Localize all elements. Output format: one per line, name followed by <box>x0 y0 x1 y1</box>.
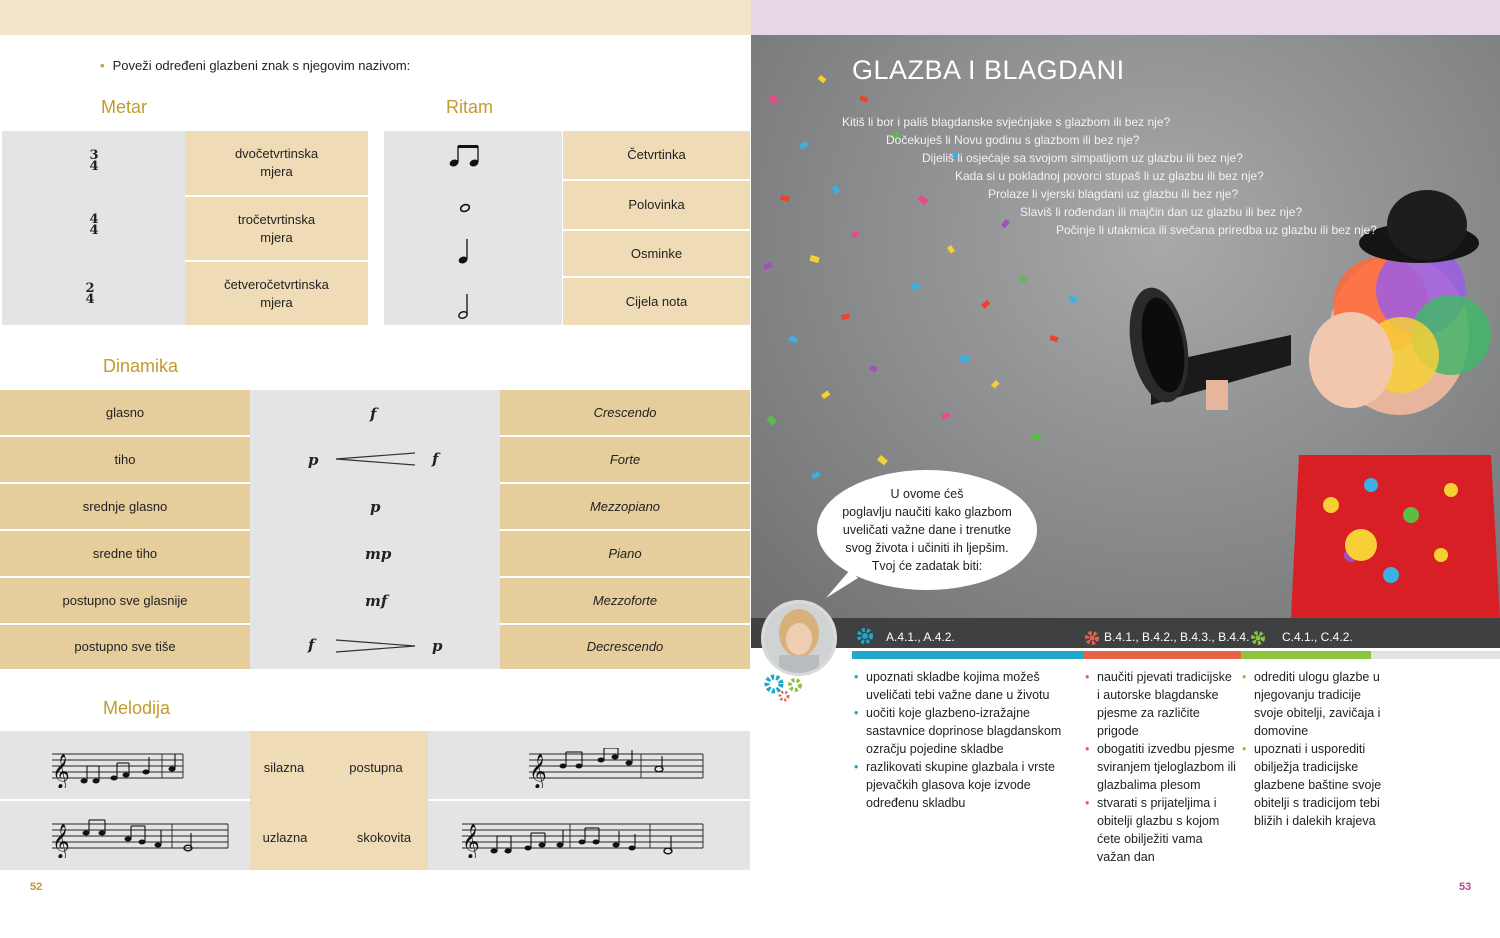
metar-name-cell[interactable]: četveročetvrtinska mjera <box>185 262 368 325</box>
whole-note-icon[interactable] <box>459 203 471 213</box>
dynamic-sign-mezzoforte[interactable]: mf <box>365 592 388 610</box>
instruction-text: Poveži određeni glazbeni znak s njegovim nazivom: <box>112 58 411 73</box>
music-staff-descending[interactable] <box>50 748 185 788</box>
decrescendo-hairpin-icon[interactable] <box>335 638 417 654</box>
outcome-stripe-a <box>852 651 1084 659</box>
dinamika-description-cell[interactable]: srednje glasno <box>0 484 250 529</box>
ritam-name-cell[interactable]: Osminke <box>563 231 750 276</box>
time-signature-4-4[interactable]: 4 4 <box>89 212 99 238</box>
teacher-portrait <box>764 603 834 673</box>
outcome-list-c <box>1254 668 1382 830</box>
outcome-item: • uočiti koje glazbeno-izražajne sastavnice doprinose blagdanskom ozračju pojedine skladbe <box>866 704 1078 758</box>
speech-bubble-tail <box>820 570 860 600</box>
ritam-title: Ritam <box>446 97 494 117</box>
dinamika-description-cell[interactable]: postupno sve glasnije <box>0 578 250 623</box>
music-staff-stepwise[interactable] <box>527 748 705 788</box>
gear-icon <box>1250 630 1266 646</box>
ritam-name-cell[interactable]: Četvrtinka <box>563 131 750 179</box>
bubble-line: poglavlju naučiti kako glazbom <box>842 505 1012 519</box>
outcome-code: B.4.1., B.4.2., B.4.3., B.4.4. <box>1104 630 1250 644</box>
dynamic-sign-piano[interactable]: p <box>308 451 319 469</box>
intro-question: Slaviš li rođendan ili majčin dan uz glazbu ili bez nje? <box>1020 205 1303 219</box>
gear-icon <box>856 627 874 645</box>
melodija-word[interactable]: postupna <box>349 760 403 775</box>
melodija-word[interactable]: uzlazna <box>262 830 308 845</box>
outcome-item: • upoznati skladbe kojima možeš uveličati tebi važne dane u životu <box>866 668 1078 704</box>
dynamic-sign-forte[interactable]: f <box>370 405 377 423</box>
dinamika-term-cell[interactable]: Decrescendo <box>500 625 750 669</box>
time-signature-3-4[interactable]: 3 4 <box>89 148 99 174</box>
svg-text:𝄞: 𝄞 <box>529 754 547 788</box>
melodija-word[interactable]: skokovita <box>356 830 412 845</box>
outcome-item: • upoznati i usporediti obilježja tradicijske glazbene baštine svoje obitelji s tradicijom tebi bližih i dalekih krajeva <box>1254 740 1382 830</box>
outcome-item: • odrediti ulogu glazbe u njegovanju tradicije svoje obitelji, zavičaja i domovine <box>1254 668 1382 740</box>
music-staff-leaping[interactable] <box>460 818 705 858</box>
music-staff-ascending[interactable] <box>50 818 230 858</box>
teacher-avatar <box>761 600 837 676</box>
melodija-words-column <box>250 731 428 870</box>
page-number-left: 52 <box>30 881 43 893</box>
dynamic-sign-piano[interactable]: p <box>370 498 381 516</box>
dinamika-description-cell[interactable]: sredne tiho <box>0 531 250 576</box>
metar-name-cell[interactable]: tročetvrtinska mjera <box>185 197 368 260</box>
metar-title: Metar <box>101 97 148 117</box>
ritam-name-cell[interactable]: Cijela nota <box>563 278 750 325</box>
intro-question: Dočekuješ li Novu godinu s glazbom ili bez nje? <box>886 133 1140 147</box>
bubble-line: U ovome ćeš <box>890 487 964 501</box>
outcome-item: • razlikovati skupine glazbala i vrste pjevačkih glasova koje izvode određenu skladbu <box>866 758 1078 812</box>
outcome-item: • stvarati s prijateljima i obitelji glazbu s kojom ćete obilježiti vama važan dan <box>1097 794 1237 866</box>
outcome-stripe-rest <box>1371 651 1500 659</box>
quarter-note-icon[interactable] <box>457 237 473 265</box>
outcome-stripe-c <box>1241 651 1371 659</box>
crescendo-hairpin-icon[interactable] <box>335 451 417 467</box>
dinamika-description-cell[interactable]: tiho <box>0 437 250 482</box>
dinamika-term-cell[interactable]: Forte <box>500 437 750 482</box>
metar-name-cell[interactable]: dvočetvrtinska mjera <box>185 131 368 195</box>
svg-text:𝄞: 𝄞 <box>462 824 480 858</box>
outcome-list-a <box>866 668 1078 812</box>
dynamic-sign-piano[interactable]: p <box>432 637 443 655</box>
dinamika-sign-column <box>250 390 500 669</box>
page-number-right: 53 <box>1459 881 1472 893</box>
dinamika-description-cell[interactable]: glasno <box>0 390 250 435</box>
dinamika-term-cell[interactable]: Piano <box>500 531 750 576</box>
dinamika-term-cell[interactable]: Mezzoforte <box>500 578 750 623</box>
divider <box>0 799 250 801</box>
bubble-line: uveličati važne dane i trenutke <box>842 523 1012 537</box>
dynamic-sign-forte[interactable]: f <box>432 450 439 468</box>
time-signature-2-4[interactable]: 2 4 <box>85 281 95 307</box>
gear-icon <box>1084 630 1100 646</box>
dynamic-sign-mezzopiano[interactable]: mp <box>365 545 392 563</box>
melodija-title: Melodija <box>103 698 171 718</box>
outcome-item: • obogatiti izvedbu pjesme sviranjem tjeloglazbom ili glazbalima plesom <box>1097 740 1237 794</box>
intro-question: Prolaze li vjerski blagdani uz glazbu ili bez nje? <box>988 187 1239 201</box>
dinamika-description-cell[interactable]: postupno sve tiše <box>0 625 250 669</box>
instruction <box>100 58 410 73</box>
outcome-item: • naučiti pjevati tradicijske i autorske blagdanske pjesme za različite prigode <box>1097 668 1237 740</box>
melodija-word[interactable]: silazna <box>263 760 305 775</box>
bubble-line: svog života i učiniti ih ljepšim. <box>845 541 1009 555</box>
dynamic-sign-forte[interactable]: f <box>308 636 315 654</box>
dinamika-title: Dinamika <box>103 356 179 376</box>
intro-question: Kada si u pokladnoj povorci stupaš li uz glazbu ili bez nje? <box>955 169 1264 183</box>
intro-question: Počinje li utakmica ili svečana priredba uz glazbu ili bez nje? <box>1056 223 1377 237</box>
bullet: • <box>100 58 105 73</box>
outcome-code: A.4.1., A.4.2. <box>886 630 955 644</box>
svg-text:𝄞: 𝄞 <box>52 824 70 858</box>
outcome-stripe-b <box>1084 651 1241 659</box>
dinamika-term-cell[interactable]: Crescendo <box>500 390 750 435</box>
gears-icon <box>762 672 806 702</box>
eighth-notes-pair-icon[interactable] <box>448 144 482 168</box>
svg-text:𝄞: 𝄞 <box>52 754 70 788</box>
left-page-header-band <box>0 0 751 35</box>
right-page-header-band <box>751 0 1500 35</box>
bubble-line: Tvoj će zadatak biti: <box>871 559 983 573</box>
dinamika-term-cell[interactable]: Mezzopiano <box>500 484 750 529</box>
intro-question: Kitiš li bor i pališ blagdanske svjećnjake s glazbom ili bez nje? <box>842 115 1171 129</box>
ritam-name-cell[interactable]: Polovinka <box>563 181 750 229</box>
outcome-list-b <box>1097 668 1237 866</box>
half-note-icon[interactable] <box>457 292 473 320</box>
divider <box>428 799 750 801</box>
chapter-title: GLAZBA I BLAGDANI <box>852 55 1125 85</box>
intro-question: Dijeliš li osjećaje sa svojom simpatijom uz glazbu ili bez nje? <box>922 151 1243 165</box>
outcome-code: C.4.1., C.4.2. <box>1282 630 1353 644</box>
